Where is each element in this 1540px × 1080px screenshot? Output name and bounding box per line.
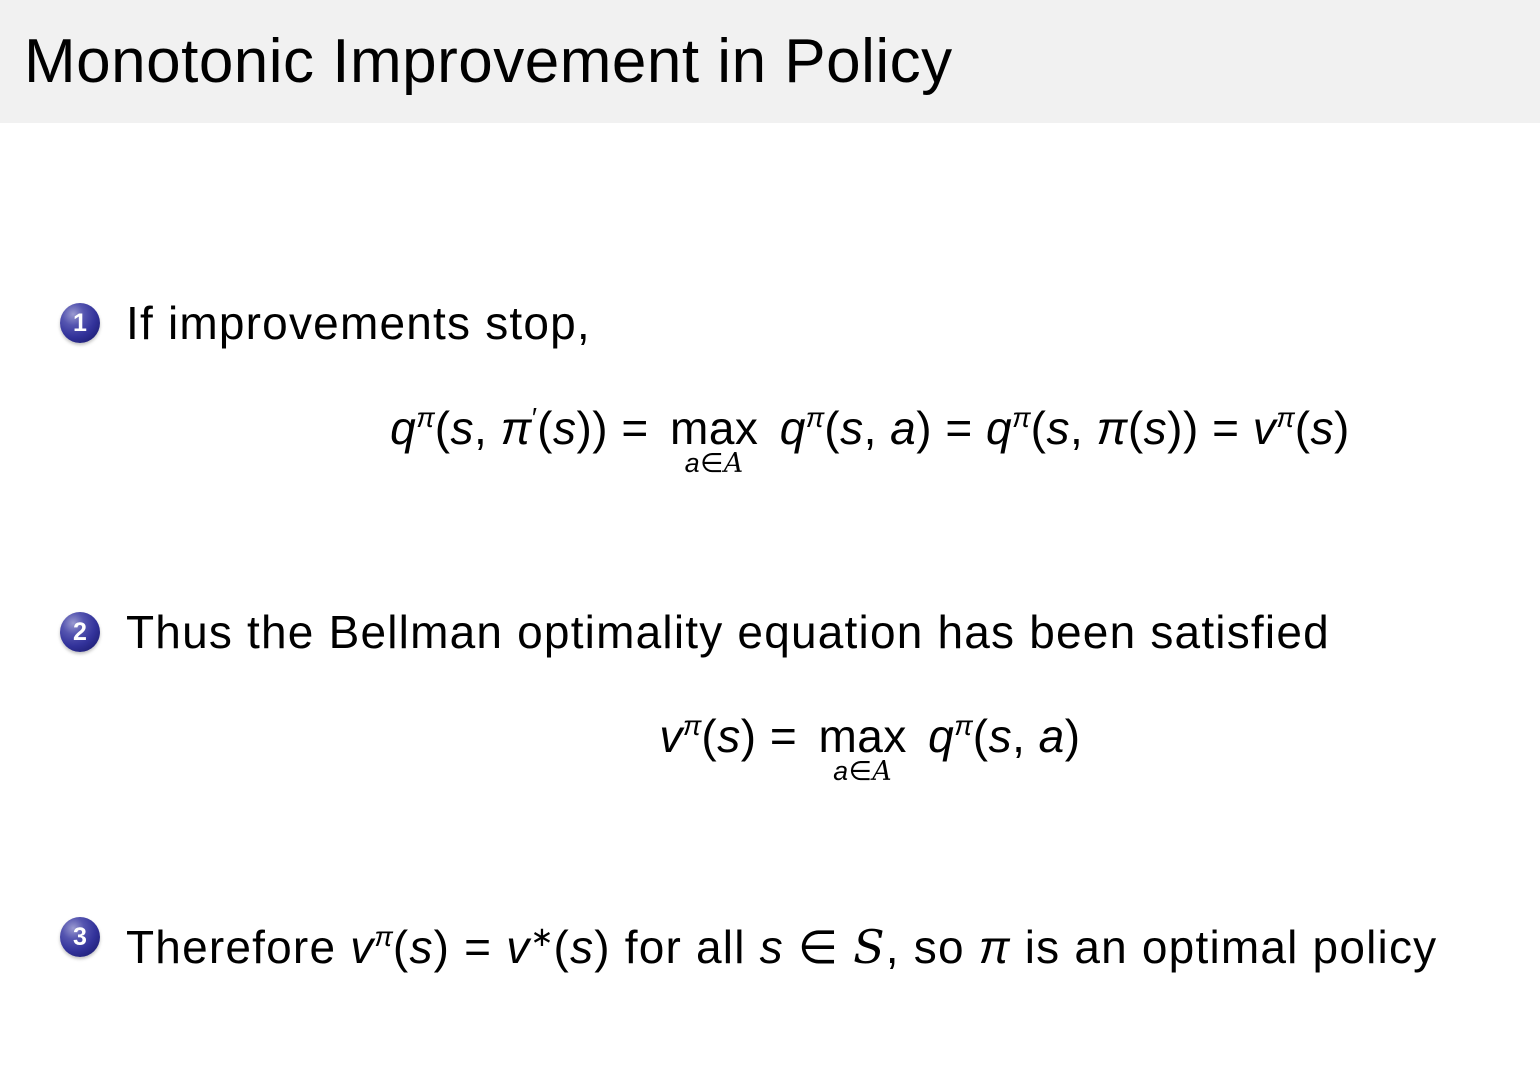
bullet-1-number-badge (60, 303, 100, 343)
bullet-3-number: 3 (73, 922, 87, 951)
equation-display-2: $v^\pi(s)$ = max a∈A $q^\pi(s$, a) (659, 710, 1081, 787)
bullet-item-1 (60, 296, 1526, 350)
title-band (0, 0, 1540, 123)
bullet-1-label: If improvements stop, (126, 297, 591, 349)
equation-display-1: $q^\pi(s$, π′(s)) = max a∈A $q^\pi(s$, $a) = q^\pi(s$, $\pi(s)) = v^\pi(s)$ (390, 402, 1350, 479)
bullet-item-2 (60, 605, 1526, 659)
bullet-3-label: Therefore $v^\pi(s) = v^∗(s)$ for all s ∈ S, so π is an optimal policy (126, 920, 1438, 975)
bullet-3-number-badge (60, 917, 100, 957)
bullet-item-3 (60, 910, 1526, 974)
bullet-1-number: 1 (73, 308, 87, 337)
bullet-2-label: Thus the Bellman optimality equation has been satisfied (126, 606, 1330, 658)
bullet-2-number: 2 (73, 617, 87, 646)
page-title: Monotonic Improvement in Policy (24, 27, 953, 96)
bullet-2-number-badge (60, 612, 100, 652)
